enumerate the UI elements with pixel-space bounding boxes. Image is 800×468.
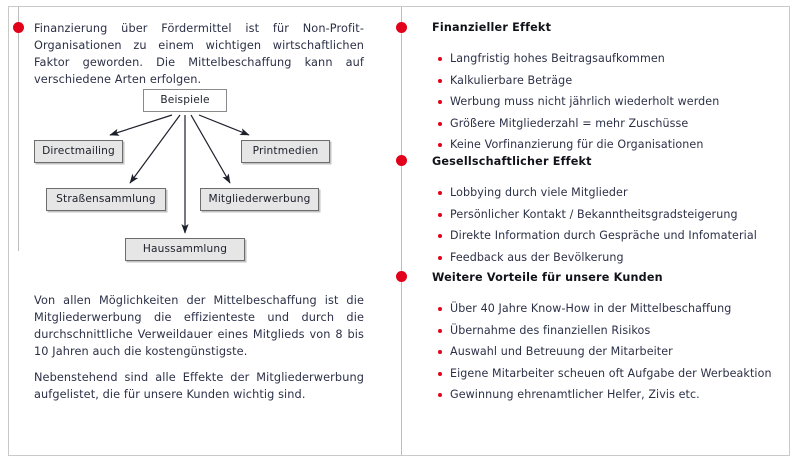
closing-paragraph-1: Von allen Möglichkeiten der Mittelbeschaffung ist die Mitgliederwerbung die effizienteste und durch die durchschnittliche Verweildauer eines Mitglieds von 8 bis 10 Jahren auch die kostengünstigste.	[34, 294, 364, 358]
diagram-node-strassensammlung[interactable]: Straßensammlung	[46, 188, 166, 211]
section-heading-social: Gesellschaftlicher Effekt	[432, 155, 592, 168]
bullet-list-social	[437, 182, 787, 268]
list-item: Über 40 Jahre Know-How in der Mittelbeschaffung	[437, 298, 787, 320]
list-item: Langfristig hohes Beitragsaufkommen	[437, 48, 787, 70]
list-item: Eigene Mitarbeiter scheuen oft Aufgabe der Werbeaktion	[437, 363, 787, 385]
diagram-node-mitgliederwerbung[interactable]: Mitgliederwerbung	[200, 188, 319, 211]
list-item: Gewinnung ehrenamtlicher Helfer, Zivis etc.	[437, 384, 787, 406]
section-heading-customer-benefits: Weitere Vorteile für unsere Kunden	[432, 271, 663, 284]
diagram-node-printmedien[interactable]: Printmedien	[241, 140, 330, 163]
intro-paragraph: Finanzierung über Fördermittel ist für Non-Profit-Organisationen zu einem wichtigen wirtschaftlichen Faktor geworden. Die Mittelbeschaffung kann auf verschiedene Arten erfolgen.	[34, 22, 364, 86]
closing-paragraph-2: Nebenstehend sind alle Effekte der Mitgliederwerbung aufgelistet, die für unsere Kunden wichtig sind.	[34, 371, 364, 401]
list-item: Kalkulierbare Beträge	[437, 70, 787, 92]
list-item: Lobbying durch viele Mitglieder	[437, 182, 787, 204]
list-item: Auswahl und Betreuung der Mitarbeiter	[437, 341, 787, 363]
bullet-list-customer-benefits	[437, 298, 787, 406]
diagram-node-directmailing[interactable]: Directmailing	[34, 140, 123, 163]
list-item: Feedback aus der Bevölkerung	[437, 247, 787, 269]
list-item: Persönlicher Kontakt / Bekanntheitsgradsteigerung	[437, 204, 787, 226]
list-item: Werbung muss nicht jährlich wiederholt werden	[437, 91, 787, 113]
section-heading-financial: Finanzieller Effekt	[432, 21, 552, 34]
diagram-node-haussammlung[interactable]: Haussammlung	[125, 238, 245, 261]
list-item: Übernahme des finanziellen Risikos	[437, 320, 787, 342]
list-item: Keine Vorfinanzierung für die Organisationen	[437, 134, 787, 156]
list-item: Direkte Information durch Gespräche und Infomaterial	[437, 225, 787, 247]
diagram-node-root[interactable]: Beispiele	[143, 89, 227, 112]
bullet-list-financial	[437, 48, 787, 156]
list-item: Größere Mitgliederzahl = mehr Zuschüsse	[437, 113, 787, 135]
